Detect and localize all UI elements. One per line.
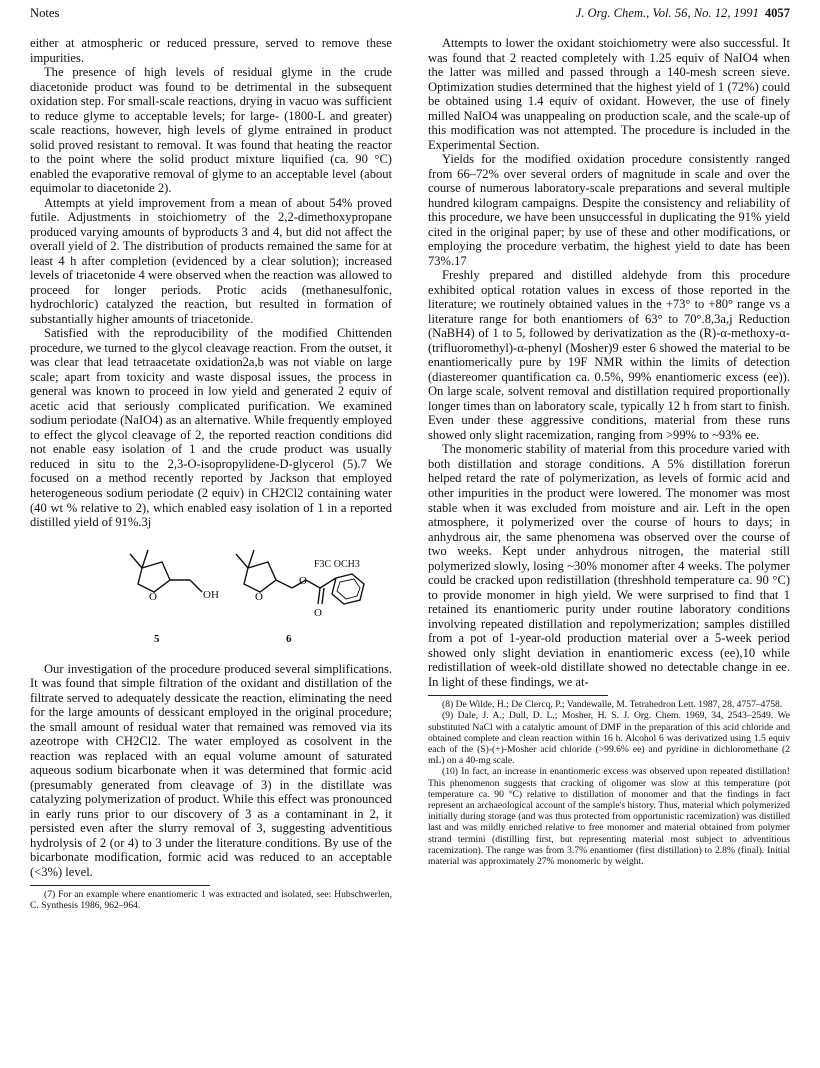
footnote: (10) In fact, an increase in enantiomeric excess was observed upon repeated distillation! This phenomenon suggests that cracking of oligomer was slow at this temperature (pot temperature ca. 90 °C) relative to distillation of monomer and that the findings in fact represent an archaeological account of the sample's history. Thus, material which polymerized initially during storage (and was thus protected from opportunistic racemization) was distilled last and was mildly enriched relative to free monomer and material obtained from polymer strand termini (distilling first, but representing material most subject to adventitious racemization). The range was from 3.7% enantiomer (first distillation) to 2.8% (final). Initial material was approximately 27% monomeric by weight. (428, 766, 790, 868)
compound-label-5: 5 (154, 632, 160, 645)
paragraph: The presence of high levels of residual glyme in the crude diacetonide product was found to be detrimental in the subsequent oxidation step. For small-scale reactions, drying in vacuo was sufficient to reduce glyme to acceptable levels; for large- (1800-L and greater) scale reactions, however, high levels of glyme entrained in product solid proved resistant to removal. It was found that heating the reactor to the point where the solid product mixture liquified (ca. 90 °C) enabled the evaporative removal of glyme to an acceptable level (about equimolar to diacetonide 2). (30, 65, 392, 196)
carbonyl-oxygen: O (314, 606, 322, 619)
ring-oxygen: O (149, 590, 157, 603)
journal-citation (576, 6, 790, 21)
chemical-structures (30, 538, 392, 656)
paragraph: Attempts at yield improvement from a mean of about 54% proved futile. Adjustments in stoichiometry of the 2,2-dimethoxypropane produced varying amounts of byproducts 3 and 4, but did not affect the overall yield of 2. The distribution of products remained the same for at least 4 h after completion (evidenced by a clear solution); increased levels of triacetonide 4 were observed when the reaction was allowed to proceed for longer periods. Protic acids (methanesulfonic, hydrochloric) catalyzed the reaction, but resulted in formation of substantially higher amounts of triacetonide. (30, 195, 392, 326)
footnote-divider (428, 695, 608, 696)
page-number: 4057 (764, 6, 790, 20)
journal-name: J. Org. Chem., Vol. 56, No. 12, 1991 (575, 6, 759, 20)
trifluoromethyl-methoxy-label: F3C OCH3 (314, 558, 360, 570)
paragraph: either at atmospheric or reduced pressure, served to remove these impurities. (30, 36, 392, 65)
paragraph: Our investigation of the procedure produced several simplifications. It was found that simple filtration of the oxidant and distillation of the filtrate served to adequately dessicate the reaction, eliminating the need for the large amounts of dessicant employed in the original procedure; the small amount of residual water that remained was removed via its azeotrope with CH2Cl2. The water employed as cosolvent in the reaction was replaced with an equal volume amount of saturated aqueous sodium bicarbonate when it was determined that formic acid (presumably generated from cleavage of 3) in the distillate was catalyzing polymerization of product. While this effect was pronounced in early runs prior to our discovery of 3 as a contaminant in 2, it persisted even after the slurry removal of 3, suggesting adventitious hydrolysis of 2 (or 4) to 3 under the literature conditions. By use of the bicarbonate modification, formic acid was reduced to an acceptable (<3%) level. (30, 661, 392, 879)
footnote-divider (30, 885, 210, 886)
paragraph: Attempts to lower the oxidant stoichiometry were also successful. It was found that 2 reacted completely with 1.25 equiv of NaIO4 when the latter was milled and passed through a 140-mesh screen sieve. Optimization studies determined that the highest yield of 1 (72%) could be obtained using 1.4 equiv of oxidant. However, the use of finely milled NaIO4 was unappealing on production scale, and the scale-up of this modification was not attempted. The procedure is included in the Experimental Section. (428, 36, 790, 152)
hydroxyl-label: OH (203, 588, 219, 601)
footnote: (8) De Wilde, H.; De Clercq, P.; Vandewalle, M. Tetrahedron Lett. 1987, 28, 4757–4758. (442, 699, 783, 711)
paragraph: Satisfied with the reproducibility of the modified Chittenden procedure, we turned to the glycol cleavage reaction. From the outset, it was clear that lead tetraacetate oxidation2a,b was not viable on large scale; apart from toxicity and waste disposal issues, the process in general was known to proceed in low yield and generated 2 equiv of acetic acid that seriously complicated purification. We examined sodium periodate (NaIO4) as an alternative. While frequently employed to effect the glycol cleavage of 2, the reported reaction conditions did not enable easy isolation of 1 and the crude product was usually reduced in situ to the 2,3-O-isopropylidene-D-glycerol (5).7 We focused on a method recently reported by Jackson that employed heterogeneous sodium periodate (2 equiv) in CH2Cl2 containing water (40 wt % relative to 2), which enabled easy isolation of 1 in a reported distilled yield of 91%.3j (30, 326, 392, 530)
ring-oxygen: O (255, 590, 263, 603)
right-column (428, 36, 790, 867)
left-column (30, 36, 392, 912)
ester-oxygen: O (299, 574, 307, 587)
footnote: (9) Dale, J. A.; Dull, D. L.; Mosher, H. S. J. Org. Chem. 1969, 34, 2543–2549. We substituted NaCl with a catalytic amount of DMF in the preparation of this acid chloride and obtained complete and clean reaction within 16 h. Alcohol 6 was derivatized using 1.5 equiv each of the (S)-(+)-Mosher acid chloride (>99.6% ee) and pyridine in dichloromethane (2 mL) on a 40-mg scale. (428, 710, 790, 767)
section-label: Notes (30, 6, 60, 20)
running-head (30, 6, 790, 28)
footnote: (7) For an example where enantiomeric 1 was extracted and isolated, see: Hubschwerlen, C. Synthesis 1986, 962–964. (30, 889, 392, 912)
paragraph: Freshly prepared and distilled aldehyde from this procedure exhibited optical rotation values in excess of those reported in the literature; we routinely obtained values in the +73° to +80° range vs a literature range for both enantiomers of 63° to 70°.8,3a,j Reduction (NaBH4) of 1 to 5, followed by derivatization as the (R)-α-methoxy-α-(trifluoromethyl)-α-phenyl (Mosher)9 ester 6 showed the material to be enantiomerically pure by 19F NMR within the limits of detection (diastereomer quantification ca. 0.5%, 99% enantiomeric excess (ee)). On large scale, solvent removal and distillation required proportionally longer times than on laboratory scale, typically 12 h from start to finish. Even under these aggressive conditions, material from these runs showed only slight racemization, ranging from >99% to ~93% ee. (428, 268, 790, 442)
paragraph: The monomeric stability of material from this procedure varied with both distillation and storage conditions. A 5% distillation forerun helped retard the rate of polymerization, as levels of formic acid and other impurities in the product were lowered. The monomer was most stable when it was excluded from moisture and air. Left in the open atmosphere, it polymerized over the course of hours to days; in anhydrous air, the same phenomena was observed over the course of two weeks. Kept under anhydrous nitrogen, the material still polymerized slowly, losing ~30% monomer after 4 weeks. The polymer could be cracked upon redistillation (threshhold temperature ca. 90 °C) to provide monomer in high yield. We were surprised to find that 1 retained its enantiomeric purity under routine laboratory conditions involving repeated distillation and repolymerization; samples distilled from a pot of 1-year-old production material over a 5-week period showed only slight deviation in enantiomeric excess (ee),10 while redistillation of week-old distillate showed no detectable change in ee. In light of these findings, we at- (428, 442, 790, 689)
paragraph: Yields for the modified oxidation procedure consistently ranged from 66–72% over several orders of magnitude in scale and over the course of numerous laboratory-scale preparations and several multiple hundred kilogram campaigns. Despite the consistency and reliability of this procedure, we have been unsuccessful in duplicating the 91% yield cited in the original paper; by use of these and other modifications, or employing the procedure verbatim, the highest yield to date has been 73%.17 (428, 152, 790, 268)
compound-label-6: 6 (286, 632, 292, 645)
